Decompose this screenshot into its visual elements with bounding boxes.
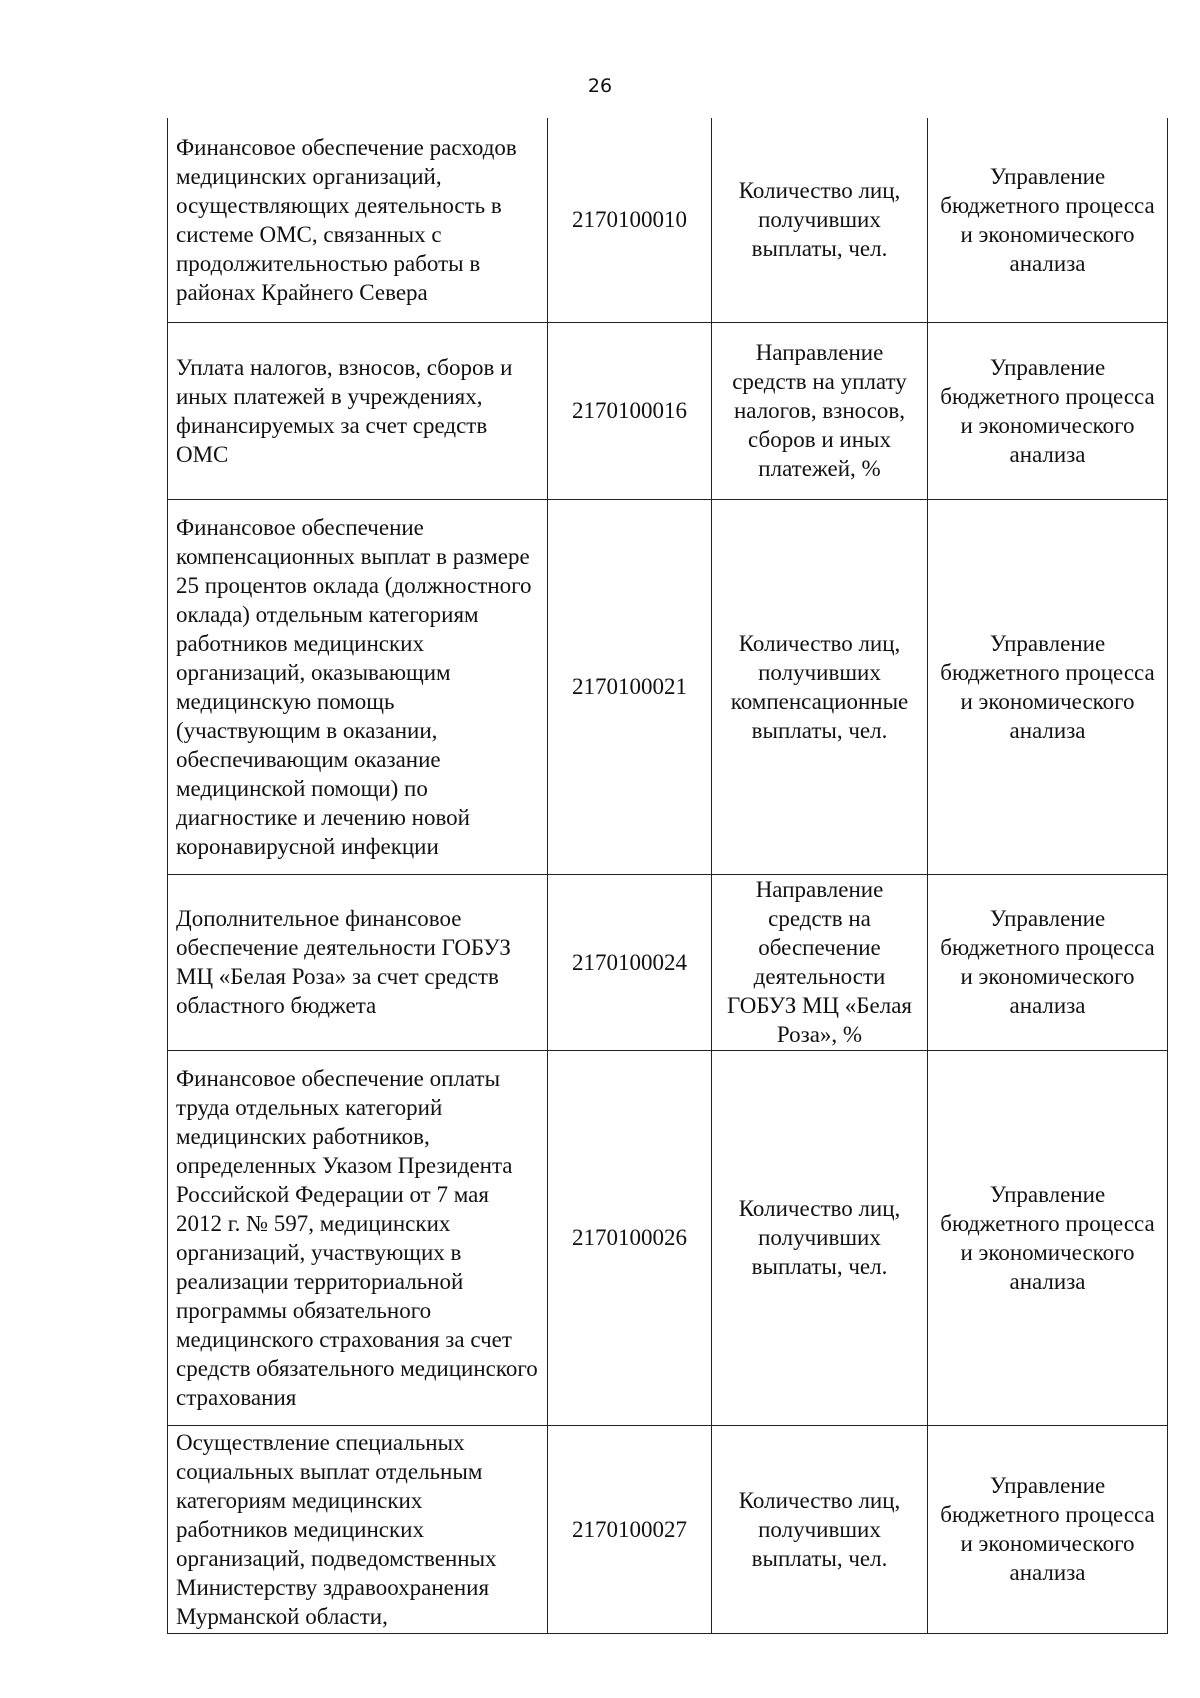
table-row	[168, 1425, 1168, 1633]
row-responsible-cell: Управление бюджетного процесса и экономического анализа	[928, 1050, 1168, 1425]
row-name-cell: Финансовое обеспечение компенсационных выплат в размере 25 процентов оклада (должностного оклада) отдельным категориям работников медицинских организаций, оказывающим медицинскую помощь (участвующим в оказании, обеспечивающим оказание медицинской помощи) по диагностике и лечению новой коронавирусной инфекции	[168, 499, 548, 874]
row-indicator-cell: Количество лиц, получивших выплаты, чел.	[712, 118, 928, 322]
row-name-cell: Осуществление специальных социальных выплат отдельным категориям медицинских работников медицинских организаций, подведомственных Министерству здравоохранения Мурманской области,	[168, 1425, 548, 1633]
row-responsible-cell: Управление бюджетного процесса и экономического анализа	[928, 874, 1168, 1050]
row-responsible-cell: Управление бюджетного процесса и экономического анализа	[928, 499, 1168, 874]
row-name-cell: Финансовое обеспечение расходов медицинских организаций, осуществляющих деятельность в системе ОМС, связанных с продолжительностью работы в районах Крайнего Севера	[168, 118, 548, 322]
table-row	[168, 118, 1168, 322]
row-code-cell: 2170100026	[548, 1050, 712, 1425]
table-row	[168, 1050, 1168, 1425]
table-row	[168, 499, 1168, 874]
document-table	[167, 118, 1168, 1634]
table-row	[168, 322, 1168, 499]
page-number: 26	[587, 75, 613, 97]
row-indicator-cell: Направление средств на обеспечение деятельности ГОБУЗ МЦ «Белая Роза», %	[712, 874, 928, 1050]
row-indicator-cell: Количество лиц, получивших выплаты, чел.	[712, 1050, 928, 1425]
row-code-cell: 2170100027	[548, 1425, 712, 1633]
row-indicator-cell: Количество лиц, получивших выплаты, чел.	[712, 1425, 928, 1633]
row-code-cell: 2170100024	[548, 874, 712, 1050]
row-name-cell: Уплата налогов, взносов, сборов и иных платежей в учреждениях, финансируемых за счет средств ОМС	[168, 322, 548, 499]
row-responsible-cell: Управление бюджетного процесса и экономического анализа	[928, 118, 1168, 322]
row-code-cell: 2170100010	[548, 118, 712, 322]
row-code-cell: 2170100021	[548, 499, 712, 874]
row-responsible-cell: Управление бюджетного процесса и экономического анализа	[928, 322, 1168, 499]
row-responsible-cell: Управление бюджетного процесса и экономического анализа	[928, 1425, 1168, 1633]
row-name-cell: Финансовое обеспечение оплаты труда отдельных категорий медицинских работников, определенных Указом Президента Российской Федерации от 7 мая 2012 г. № 597, медицинских организаций, участвующих в реализации территориальной программы обязательного медицинского страхования за счет средств обязательного медицинского страхования	[168, 1050, 548, 1425]
table-row	[168, 874, 1168, 1050]
row-name-cell: Дополнительное финансовое обеспечение деятельности ГОБУЗ МЦ «Белая Роза» за счет средств областного бюджета	[168, 874, 548, 1050]
row-indicator-cell: Направление средств на уплату налогов, взносов, сборов и иных платежей, %	[712, 322, 928, 499]
row-code-cell: 2170100016	[548, 322, 712, 499]
row-indicator-cell: Количество лиц, получивших компенсационные выплаты, чел.	[712, 499, 928, 874]
